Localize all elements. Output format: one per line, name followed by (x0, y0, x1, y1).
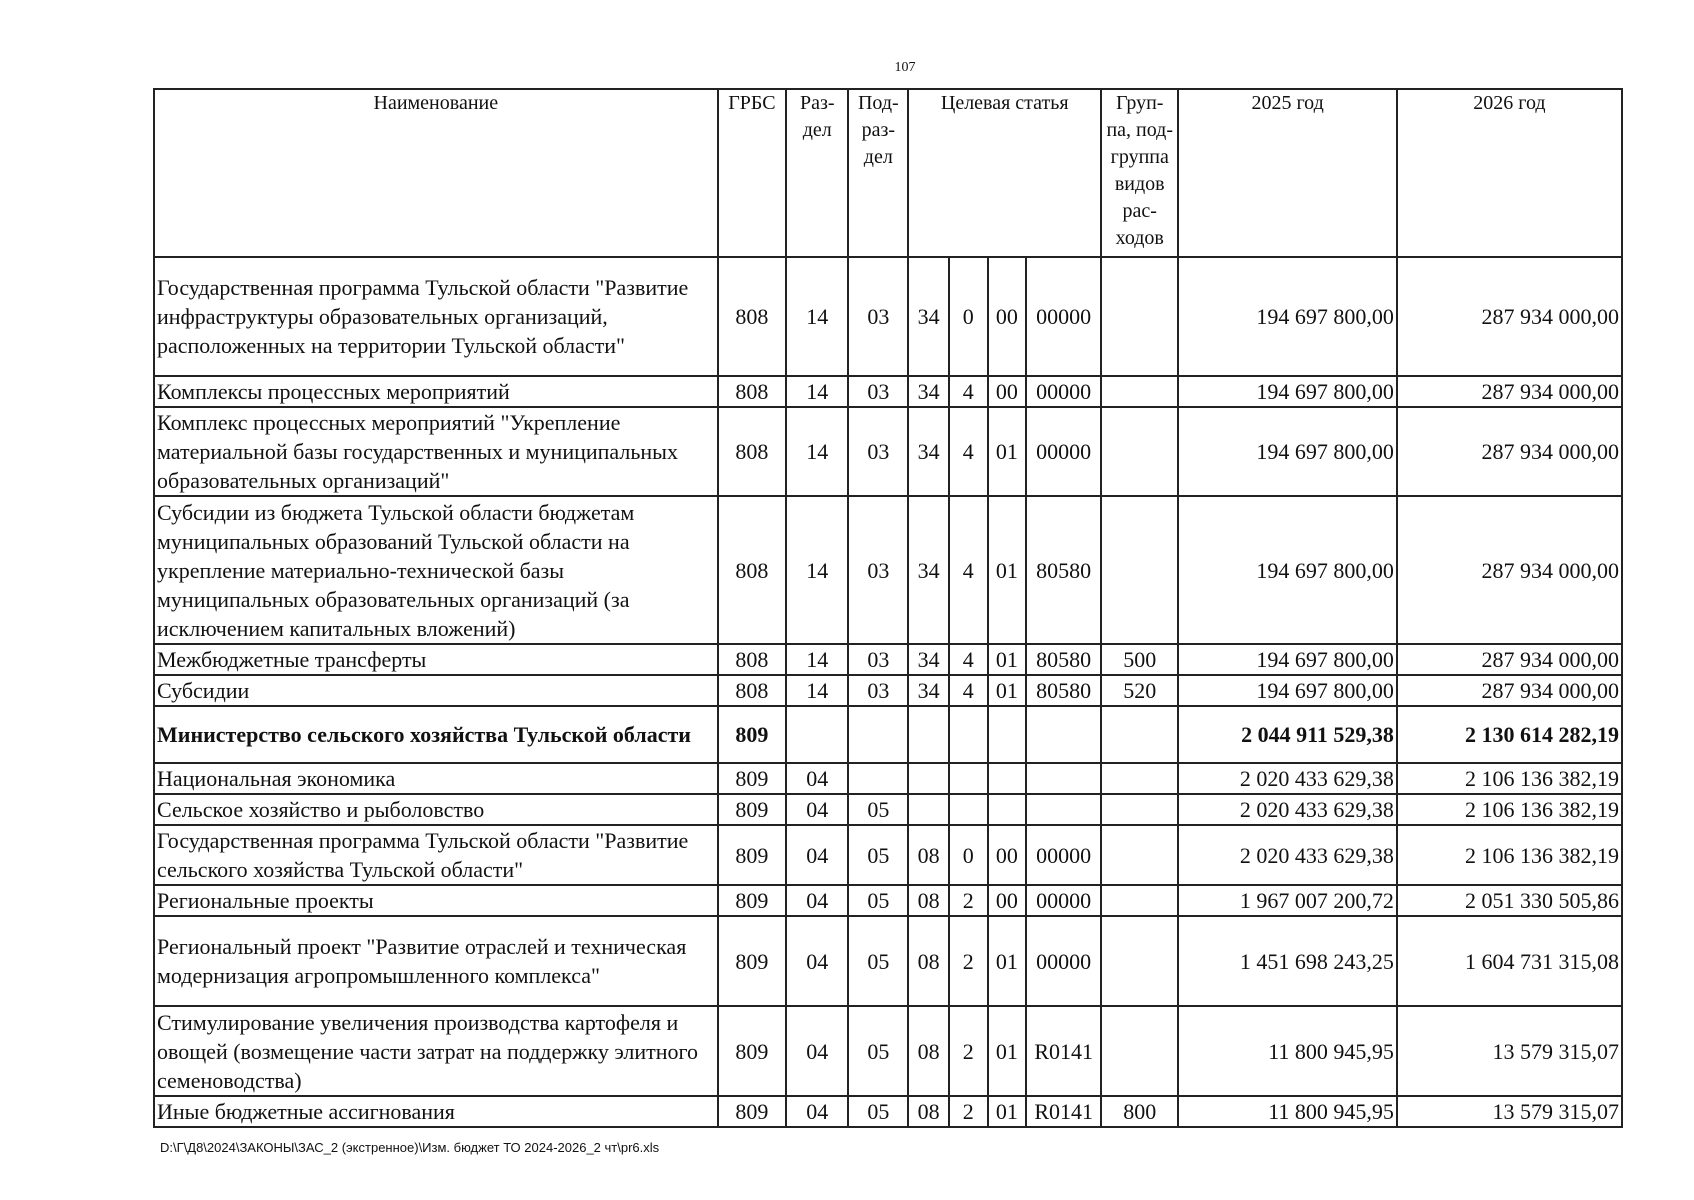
row-grbs: 809 (718, 763, 787, 794)
row-expense-group (1101, 407, 1178, 496)
row-amount-2025: 1 451 698 243,25 (1178, 916, 1397, 1006)
row-name: Субсидии из бюджета Тульской области бюджетам муниципальных образований Тульской области на укрепление материально-технической базы муниципальных образовательных организаций (за исключением капитальных вложений) (154, 496, 718, 644)
table-row (154, 763, 1622, 794)
row-grbs: 808 (718, 496, 787, 644)
table-row (154, 1006, 1622, 1096)
row-amount-2026: 287 934 000,00 (1397, 675, 1622, 706)
table-row (154, 496, 1622, 644)
row-razdel: 04 (786, 794, 848, 825)
row-target-program: 34 (908, 376, 949, 407)
row-target-program (908, 794, 949, 825)
header-name: Наименование (154, 89, 718, 257)
row-target-program: 34 (908, 675, 949, 706)
row-amount-2025: 194 697 800,00 (1178, 376, 1397, 407)
row-grbs: 809 (718, 794, 787, 825)
row-grbs: 809 (718, 885, 787, 916)
row-amount-2026: 2 051 330 505,86 (1397, 885, 1622, 916)
header-2026: 2026 год (1397, 89, 1622, 257)
row-target-program: 34 (908, 407, 949, 496)
row-amount-2025: 2 020 433 629,38 (1178, 825, 1397, 885)
row-name: Иные бюджетные ассигнования (154, 1096, 718, 1127)
header-grbs: ГРБС (718, 89, 787, 257)
row-expense-group (1101, 257, 1178, 376)
header-group: Груп- па, под- группа видов рас- ходов (1101, 89, 1178, 257)
row-amount-2026: 2 106 136 382,19 (1397, 825, 1622, 885)
row-podrazdel (848, 706, 908, 763)
row-razdel: 04 (786, 1096, 848, 1127)
row-target-structure: 01 (988, 407, 1027, 496)
row-amount-2025: 194 697 800,00 (1178, 675, 1397, 706)
row-razdel: 14 (786, 376, 848, 407)
row-target-structure: 01 (988, 644, 1027, 675)
row-amount-2025: 194 697 800,00 (1178, 496, 1397, 644)
row-target-structure: 00 (988, 825, 1027, 885)
table-row (154, 1096, 1622, 1127)
row-amount-2026: 287 934 000,00 (1397, 644, 1622, 675)
row-target-direction (1026, 794, 1101, 825)
row-amount-2025: 194 697 800,00 (1178, 257, 1397, 376)
row-target-direction: 00000 (1026, 376, 1101, 407)
table-row (154, 794, 1622, 825)
row-target-structure: 01 (988, 916, 1027, 1006)
row-target-program: 08 (908, 916, 949, 1006)
row-expense-group (1101, 885, 1178, 916)
row-amount-2025: 2 020 433 629,38 (1178, 794, 1397, 825)
row-target-direction: 00000 (1026, 825, 1101, 885)
row-podrazdel: 03 (848, 407, 908, 496)
row-target-type (949, 794, 988, 825)
row-target-structure: 01 (988, 1096, 1027, 1127)
row-target-direction: R0141 (1026, 1006, 1101, 1096)
row-expense-group (1101, 496, 1178, 644)
row-target-type: 2 (949, 916, 988, 1006)
row-amount-2026: 287 934 000,00 (1397, 496, 1622, 644)
row-podrazdel: 03 (848, 376, 908, 407)
row-podrazdel: 05 (848, 885, 908, 916)
row-podrazdel: 05 (848, 794, 908, 825)
table-row (154, 885, 1622, 916)
row-name: Региональные проекты (154, 885, 718, 916)
row-amount-2026: 2 106 136 382,19 (1397, 794, 1622, 825)
row-target-program (908, 706, 949, 763)
row-name: Сельское хозяйство и рыболовство (154, 794, 718, 825)
row-name: Министерство сельского хозяйства Тульской области (154, 706, 718, 763)
row-razdel: 04 (786, 916, 848, 1006)
row-target-direction (1026, 706, 1101, 763)
table-row (154, 407, 1622, 496)
row-target-direction: 00000 (1026, 407, 1101, 496)
row-target-direction: 80580 (1026, 675, 1101, 706)
row-expense-group (1101, 794, 1178, 825)
row-grbs: 809 (718, 825, 787, 885)
row-amount-2025: 194 697 800,00 (1178, 407, 1397, 496)
row-amount-2026: 287 934 000,00 (1397, 257, 1622, 376)
row-target-type: 4 (949, 644, 988, 675)
row-razdel: 04 (786, 1006, 848, 1096)
row-amount-2026: 2 130 614 282,19 (1397, 706, 1622, 763)
row-name: Государственная программа Тульской области "Развитие инфраструктуры образовательных организаций, расположенных на территории Тульской области" (154, 257, 718, 376)
row-target-type: 0 (949, 825, 988, 885)
row-amount-2026: 13 579 315,07 (1397, 1006, 1622, 1096)
row-razdel: 04 (786, 825, 848, 885)
header-row (154, 89, 1622, 257)
table-row (154, 675, 1622, 706)
row-grbs: 808 (718, 257, 787, 376)
table-row (154, 706, 1622, 763)
row-razdel: 04 (786, 763, 848, 794)
row-name: Стимулирование увеличения производства картофеля и овощей (возмещение части затрат на поддержку элитного семеноводства) (154, 1006, 718, 1096)
row-expense-group (1101, 916, 1178, 1006)
row-target-type: 4 (949, 496, 988, 644)
row-grbs: 809 (718, 916, 787, 1006)
row-expense-group (1101, 706, 1178, 763)
row-razdel: 04 (786, 885, 848, 916)
row-expense-group: 500 (1101, 644, 1178, 675)
row-podrazdel: 05 (848, 1096, 908, 1127)
page-number: 107 (894, 60, 916, 75)
row-podrazdel: 03 (848, 496, 908, 644)
row-target-program: 34 (908, 257, 949, 376)
row-target-type: 4 (949, 407, 988, 496)
row-amount-2025: 1 967 007 200,72 (1178, 885, 1397, 916)
table-row (154, 644, 1622, 675)
row-grbs: 809 (718, 1096, 787, 1127)
row-grbs: 809 (718, 706, 787, 763)
row-amount-2025: 11 800 945,95 (1178, 1006, 1397, 1096)
row-target-direction: 00000 (1026, 885, 1101, 916)
row-target-structure: 01 (988, 1006, 1027, 1096)
row-target-program: 34 (908, 496, 949, 644)
row-expense-group (1101, 763, 1178, 794)
row-amount-2025: 194 697 800,00 (1178, 644, 1397, 675)
table-row (154, 376, 1622, 407)
row-razdel: 14 (786, 644, 848, 675)
header-2025: 2025 год (1178, 89, 1397, 257)
row-amount-2026: 2 106 136 382,19 (1397, 763, 1622, 794)
row-amount-2026: 287 934 000,00 (1397, 407, 1622, 496)
row-amount-2025: 11 800 945,95 (1178, 1096, 1397, 1127)
row-amount-2026: 13 579 315,07 (1397, 1096, 1622, 1127)
row-amount-2025: 2 044 911 529,38 (1178, 706, 1397, 763)
row-target-direction: R0141 (1026, 1096, 1101, 1127)
row-expense-group (1101, 1006, 1178, 1096)
row-target-type (949, 706, 988, 763)
budget-table (153, 88, 1623, 1128)
row-razdel (786, 706, 848, 763)
row-target-structure: 00 (988, 885, 1027, 916)
row-podrazdel: 05 (848, 1006, 908, 1096)
row-target-structure (988, 794, 1027, 825)
header-razdel: Раз- дел (786, 89, 848, 257)
row-expense-group: 520 (1101, 675, 1178, 706)
row-target-direction: 00000 (1026, 916, 1101, 1006)
row-podrazdel: 03 (848, 257, 908, 376)
row-name: Национальная экономика (154, 763, 718, 794)
row-target-type: 4 (949, 675, 988, 706)
row-target-program (908, 763, 949, 794)
row-target-type: 0 (949, 257, 988, 376)
row-grbs: 808 (718, 407, 787, 496)
row-target-type: 4 (949, 376, 988, 407)
row-target-direction (1026, 763, 1101, 794)
row-grbs: 808 (718, 675, 787, 706)
table-row (154, 916, 1622, 1006)
table-row (154, 825, 1622, 885)
row-podrazdel: 05 (848, 916, 908, 1006)
row-name: Межбюджетные трансферты (154, 644, 718, 675)
row-grbs: 808 (718, 376, 787, 407)
row-expense-group (1101, 825, 1178, 885)
row-razdel: 14 (786, 496, 848, 644)
row-target-program: 08 (908, 1006, 949, 1096)
row-target-type (949, 763, 988, 794)
row-razdel: 14 (786, 675, 848, 706)
row-name: Субсидии (154, 675, 718, 706)
row-podrazdel (848, 763, 908, 794)
row-target-structure: 01 (988, 675, 1027, 706)
row-target-structure: 00 (988, 376, 1027, 407)
table-row (154, 257, 1622, 376)
row-target-program: 34 (908, 644, 949, 675)
row-target-program: 08 (908, 825, 949, 885)
row-target-structure (988, 706, 1027, 763)
row-name: Комплексы процессных мероприятий (154, 376, 718, 407)
row-razdel: 14 (786, 257, 848, 376)
row-grbs: 809 (718, 1006, 787, 1096)
table-body (154, 257, 1622, 1127)
row-podrazdel: 05 (848, 825, 908, 885)
row-amount-2026: 1 604 731 315,08 (1397, 916, 1622, 1006)
footer-file-path: D:\Г\Д8\2024\ЗАКОНЫ\ЗАС_2 (экстренное)\Изм. бюджет ТО 2024-2026_2 чт\pr6.xls (160, 1140, 660, 1155)
row-target-type: 2 (949, 885, 988, 916)
row-target-direction: 00000 (1026, 257, 1101, 376)
row-amount-2025: 2 020 433 629,38 (1178, 763, 1397, 794)
row-podrazdel: 03 (848, 644, 908, 675)
header-podrazdel: Под- раз- дел (848, 89, 908, 257)
row-name: Государственная программа Тульской области "Развитие сельского хозяйства Тульской области" (154, 825, 718, 885)
row-target-type: 2 (949, 1006, 988, 1096)
row-expense-group: 800 (1101, 1096, 1178, 1127)
row-target-program: 08 (908, 885, 949, 916)
row-podrazdel: 03 (848, 675, 908, 706)
row-target-structure (988, 763, 1027, 794)
row-target-program: 08 (908, 1096, 949, 1127)
row-target-direction: 80580 (1026, 644, 1101, 675)
header-target: Целевая статья (908, 89, 1101, 257)
row-amount-2026: 287 934 000,00 (1397, 376, 1622, 407)
row-razdel: 14 (786, 407, 848, 496)
row-target-direction: 80580 (1026, 496, 1101, 644)
row-target-type: 2 (949, 1096, 988, 1127)
row-grbs: 808 (718, 644, 787, 675)
row-expense-group (1101, 376, 1178, 407)
row-target-structure: 00 (988, 257, 1027, 376)
row-name: Региональный проект "Развитие отраслей и техническая модернизация агропромышленного комплекса" (154, 916, 718, 1006)
row-name: Комплекс процессных мероприятий "Укрепление материальной базы государственных и муниципальных образовательных организаций" (154, 407, 718, 496)
row-target-structure: 01 (988, 496, 1027, 644)
